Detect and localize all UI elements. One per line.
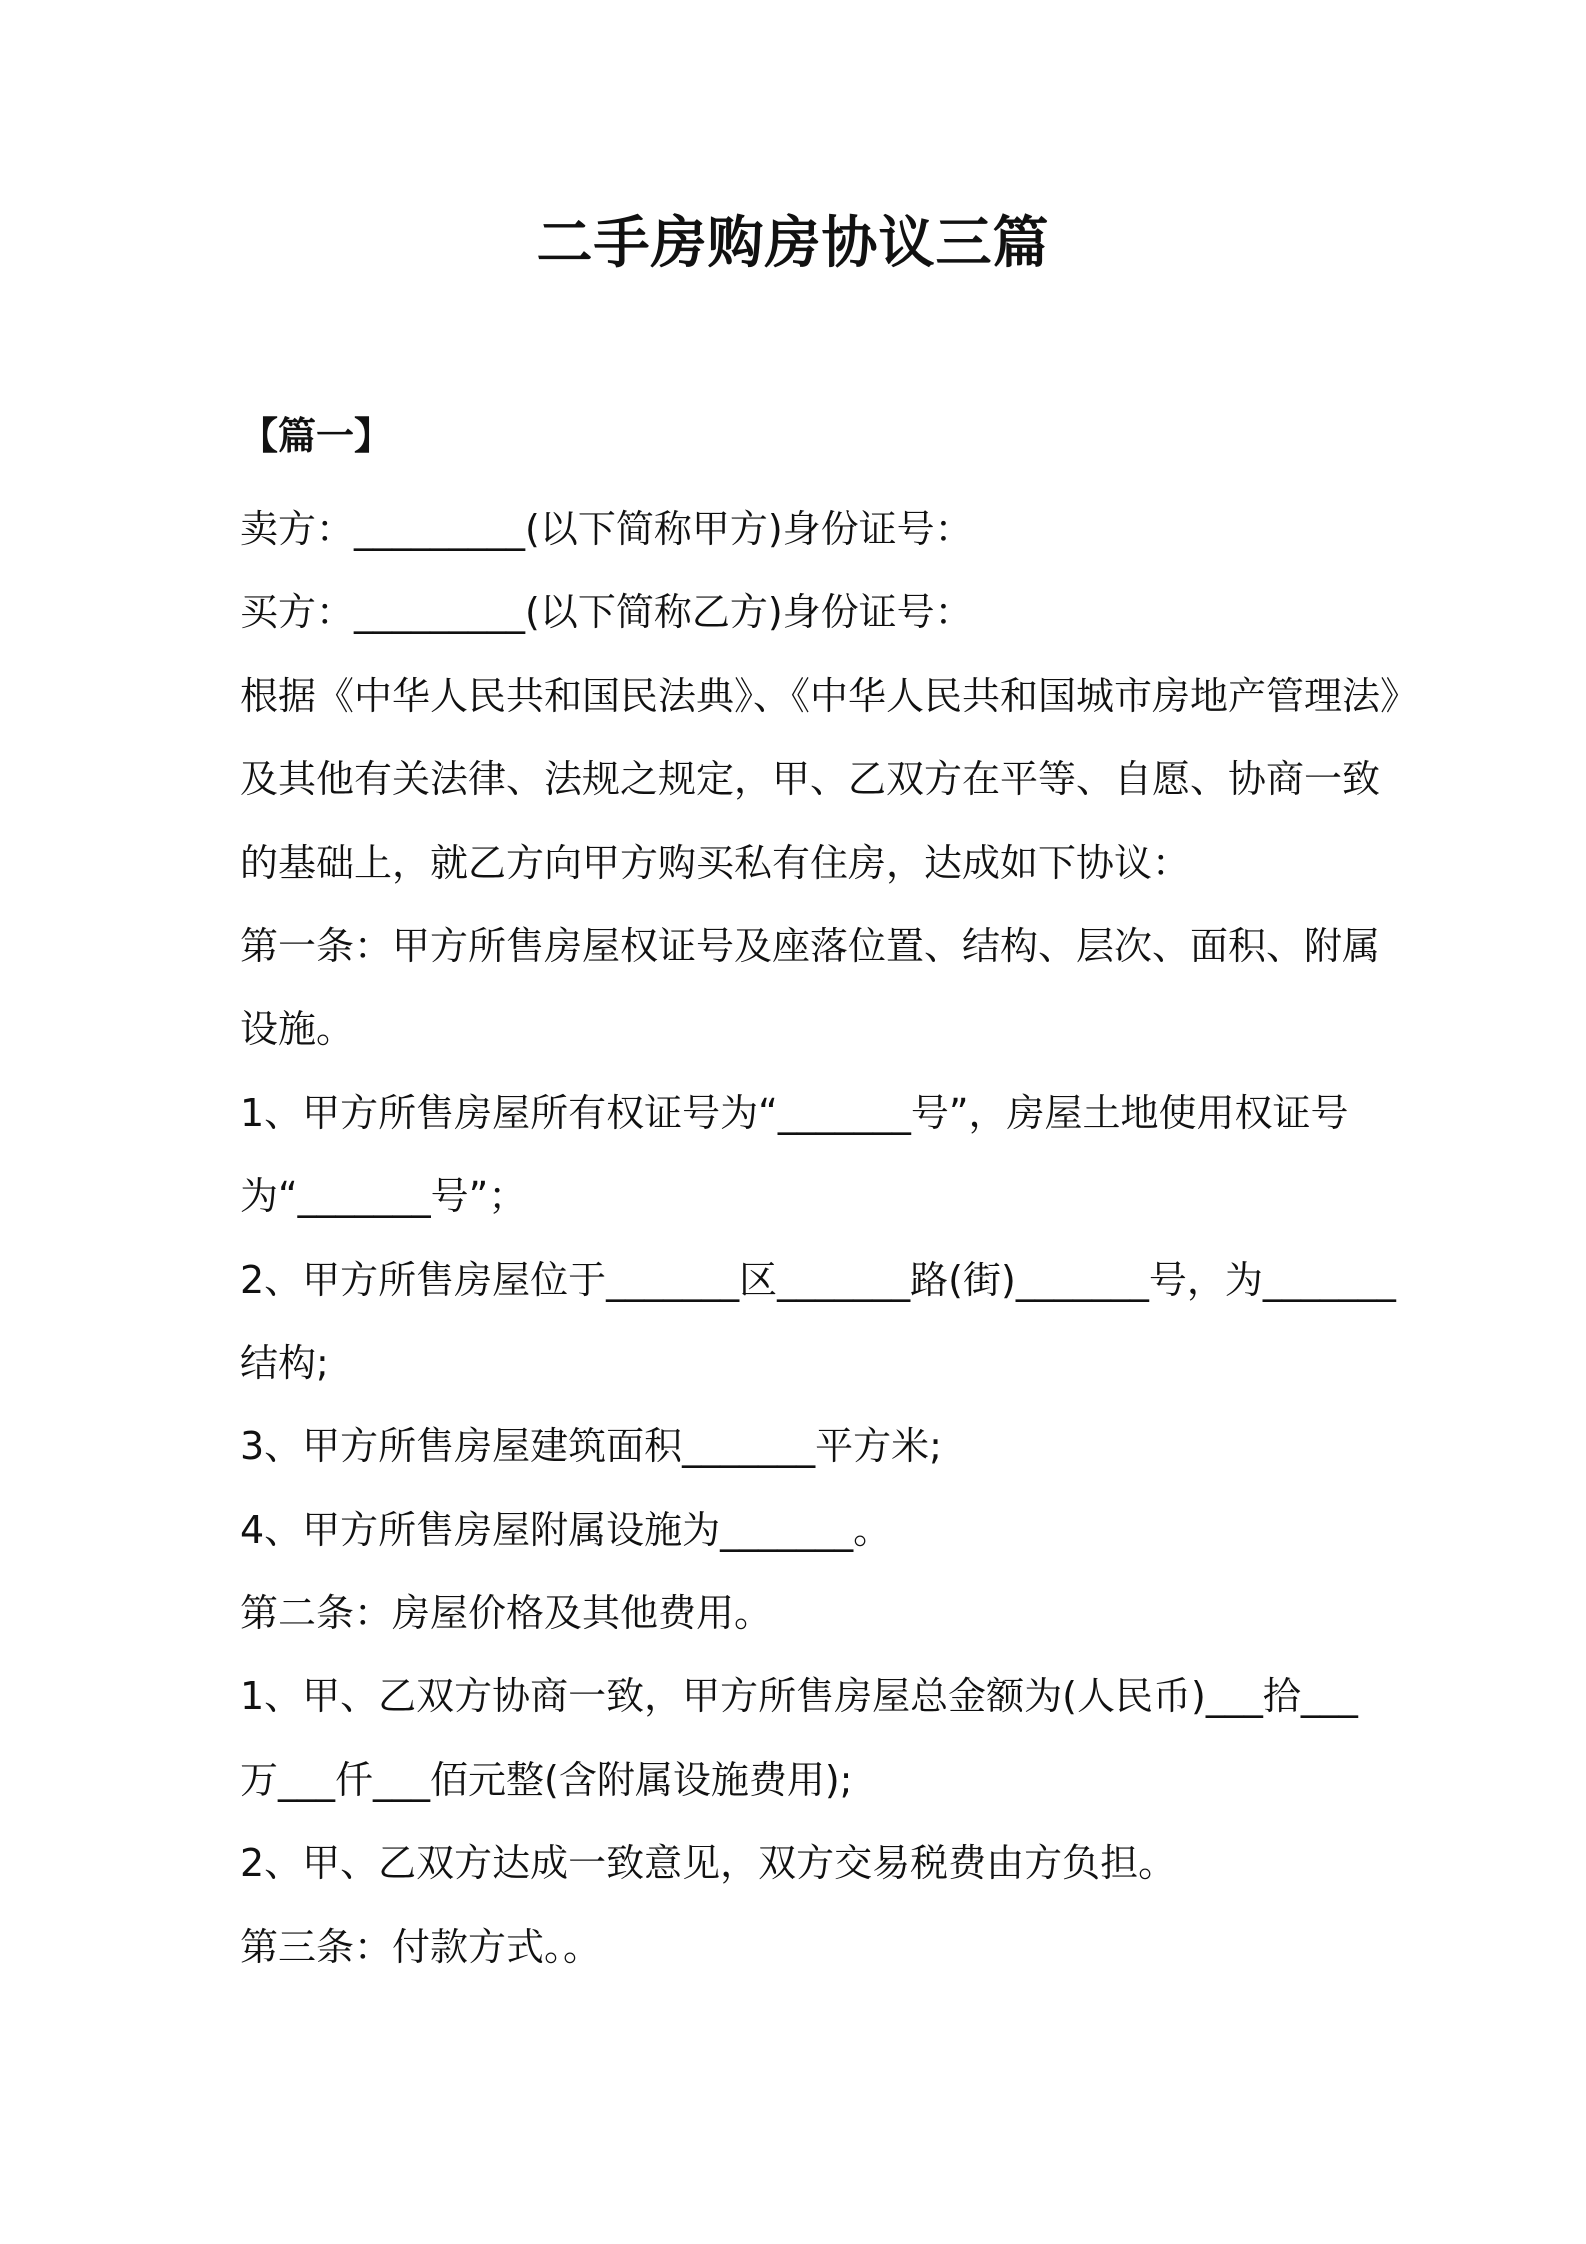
article-2-item-1-cont: 万___仟___佰元整(含附属设施费用); xyxy=(240,1757,853,1802)
article-1-heading-cont: 设施。 xyxy=(240,1007,355,1052)
article-1-item-2-cont: 结构; xyxy=(240,1340,329,1385)
seller-line: 卖方：_________(以下简称甲方)身份证号： xyxy=(240,507,973,551)
article-1-item-4: 4、甲方所售房屋附属设施为_______。 xyxy=(240,1507,892,1552)
article-1-item-2: 2、甲方所售房屋位于_______区_______路(街)_______号，为_______ xyxy=(240,1257,1396,1302)
article-1-heading: 第一条：甲方所售房屋权证号及座落位置、结构、层次、面积、附属 xyxy=(240,923,1381,968)
buyer-line: 买方：_________(以下简称乙方)身份证号： xyxy=(240,590,973,635)
article-1-item-1: 1、甲方所售房屋所有权证号为“_______号”，房屋土地使用权证号 xyxy=(240,1090,1349,1135)
preamble-line-3: 的基础上，就乙方向甲方购买私有住房，达成如下协议： xyxy=(240,840,1191,885)
article-1-item-3: 3、甲方所售房屋建筑面积_______平方米; xyxy=(240,1424,942,1469)
preamble-line-2: 及其他有关法律、法规之规定，甲、乙双方在平等、自愿、协商一致 xyxy=(240,757,1381,802)
article-3-heading: 第三条：付款方式。。 xyxy=(240,1924,602,1969)
document-body xyxy=(240,488,1419,1989)
document-title: 二手房购房协议三篇 xyxy=(536,211,1050,276)
preamble-line-1: 根据《中华人民共和国民法典》、《中华人民共和国城市房地产管理法》 xyxy=(240,673,1419,718)
article-2-heading: 第二条：房屋价格及其他费用。 xyxy=(240,1591,773,1636)
section-heading: 【篇一】 xyxy=(240,414,393,458)
article-1-item-1-cont: 为“_______号”； xyxy=(240,1174,527,1219)
article-2-item-2: 2、甲、乙双方达成一致意见，双方交易税费由方负担。 xyxy=(240,1841,1177,1886)
article-2-item-1: 1、甲、乙双方协商一致，甲方所售房屋总金额为(人民币)___拾___ xyxy=(240,1674,1358,1719)
